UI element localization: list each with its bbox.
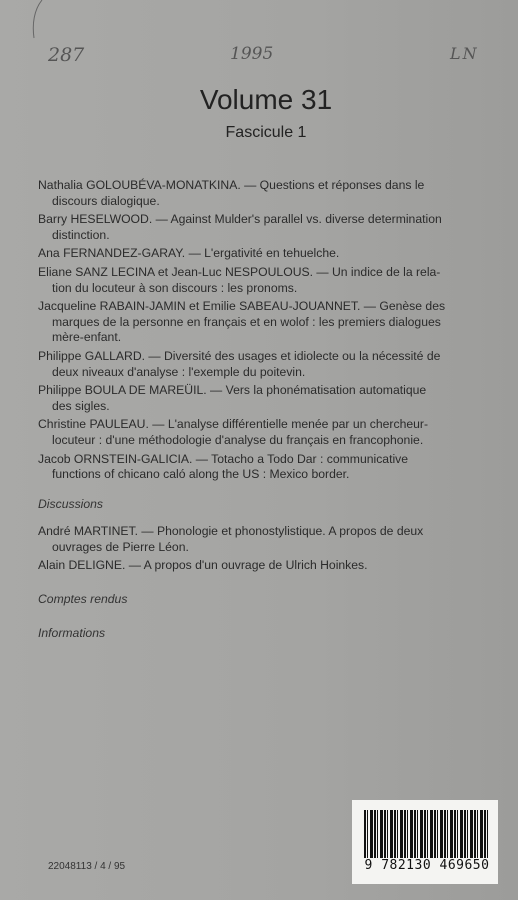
article-entry-line: Ana FERNANDEZ-GARAY. — L'ergativité en tehuelche.: [38, 246, 340, 261]
informations-heading: Informations: [38, 625, 106, 640]
article-entry-line: mère-enfant.: [52, 330, 122, 345]
comptes-rendus-heading: Comptes rendus: [38, 592, 128, 607]
article-entry-line: Jacqueline RABAIN-JAMIN et Emilie SABEAU-JOUANNET. — Genèse des: [38, 299, 446, 314]
article-entry: [38, 299, 490, 346]
discussion-entry: [38, 558, 490, 574]
article-entry-line: Barry HESELWOOD. — Against Mulder's parallel vs. diverse determination: [38, 212, 442, 227]
handwritten-year: 1995: [230, 44, 274, 64]
pencil-mark: [28, 0, 48, 40]
handwritten-initials: LN: [450, 44, 479, 63]
isbn-number: 9 782130 469650: [360, 858, 494, 873]
article-entry: [38, 417, 490, 448]
print-code: 22048113 / 4 / 95: [48, 861, 126, 872]
article-entry-line: deux niveaux d'analyse : l'exemple du poitevin.: [52, 364, 306, 379]
article-entry-line: Eliane SANZ LECINA et Jean-Luc NESPOULOUS. — Un indice de la rela-: [38, 264, 441, 279]
article-entry: [38, 265, 490, 296]
article-entry: [38, 212, 490, 243]
article-entry-line: des sigles.: [52, 398, 110, 413]
article-entry-line: Jacob ORNSTEIN-GALICIA. — Totacho a Todo Dar : communicative: [38, 451, 409, 466]
article-entry: [38, 246, 490, 262]
article-entry: [38, 178, 490, 209]
discussion-entry-line: André MARTINET. — Phonologie et phonostylistique. A propos de deux: [38, 524, 424, 539]
article-entry-line: Nathalia GOLOUBÉVA-MONATKINA. — Questions et réponses dans le: [38, 178, 425, 192]
volume-title: Volume 31: [199, 84, 333, 115]
barcode: [352, 800, 498, 884]
article-entry: [38, 452, 490, 483]
discussion-entry-line: ouvrages de Pierre Léon.: [52, 539, 189, 554]
table-of-contents: [38, 178, 490, 653]
fascicule-subtitle: Fascicule 1: [225, 124, 307, 141]
articles-list: [38, 178, 490, 483]
discussion-entry-line: Alain DELIGNE. — A propos d'un ouvrage de Ulrich Hoinkes.: [38, 558, 368, 573]
discussions-heading: Discussions: [38, 496, 104, 511]
barcode-bars: [364, 810, 488, 860]
article-entry-line: functions of chicano caló along the US : Mexico border.: [52, 467, 350, 482]
discussion-entry: [38, 524, 490, 555]
discussions-list: [38, 524, 490, 574]
handwritten-number: 287: [48, 44, 85, 66]
article-entry-line: Philippe BOULA DE MAREÜIL. — Vers la phonématisation automatique: [38, 383, 427, 398]
article-entry-line: tion du locuteur à son discours : les pronoms.: [52, 280, 298, 295]
article-entry: [38, 383, 490, 414]
article-entry-line: marques de la personne en français et en wolof : les premiers dialogues: [52, 314, 441, 329]
article-entry-line: discours dialogique.: [52, 193, 160, 208]
article-entry-line: Philippe GALLARD. — Diversité des usages et idiolecte ou la nécessité de: [38, 348, 441, 363]
article-entry: [38, 349, 490, 380]
article-entry-line: distinction.: [52, 227, 110, 242]
article-entry-line: locuteur : d'une méthodologie d'analyse du français en francophonie.: [52, 432, 424, 447]
article-entry-line: Christine PAULEAU. — L'analyse différentielle menée par un chercheur-: [38, 417, 429, 432]
